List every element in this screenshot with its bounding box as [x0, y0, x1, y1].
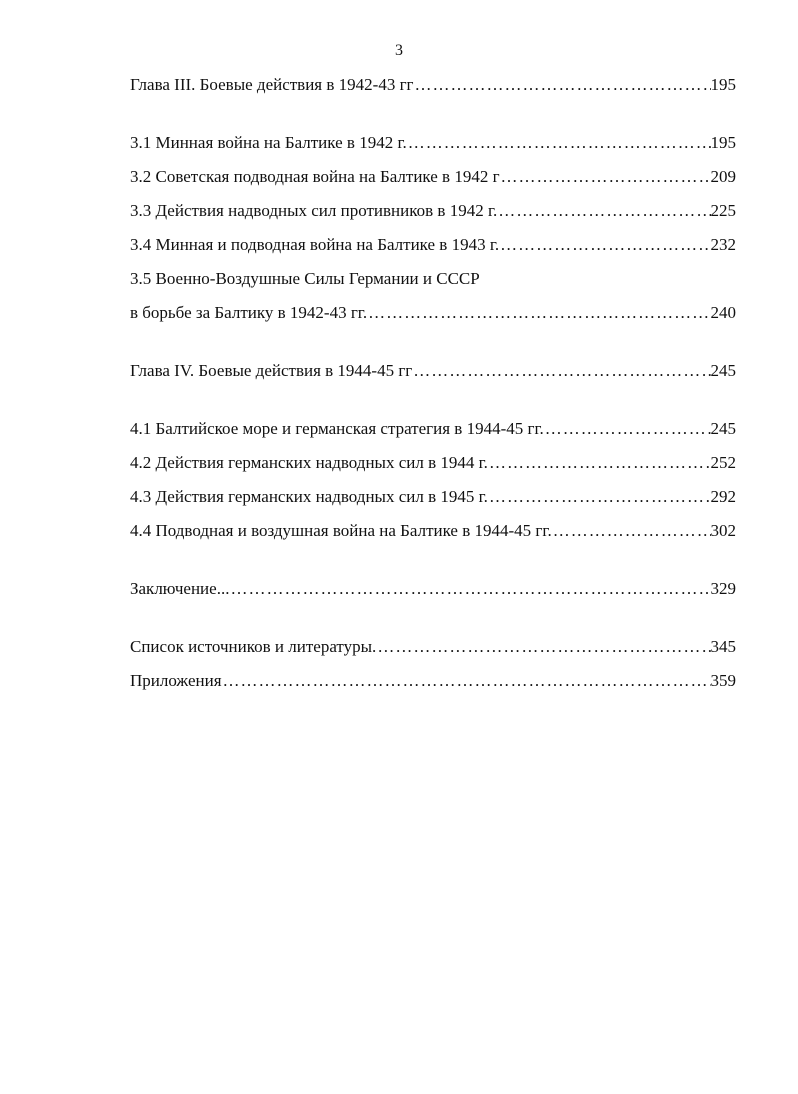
toc-entry-title: Заключение...: [130, 579, 230, 598]
dot-leader: [376, 630, 710, 664]
toc-entry-page: 240: [710, 303, 736, 322]
toc-entry-3-5-continued: [130, 296, 736, 330]
toc-entry-page: 225: [710, 201, 736, 220]
toc-entry-page: 252: [710, 453, 736, 472]
dot-leader: [222, 664, 711, 698]
toc-entry-title: 4.3 Действия германских надводных сил в 1945 г.: [130, 487, 488, 506]
toc-entry-page: 232: [710, 235, 736, 254]
toc-entry-title: 3.5 Военно-Воздушные Силы Германии и СССР: [130, 269, 480, 288]
toc-entry-title: в борьбе за Балтику в 1942-43 гг.: [130, 303, 368, 322]
toc-entry-title: Глава IV. Боевые действия в 1944-45 гг: [130, 361, 413, 380]
toc-entry-title: Глава III. Боевые действия в 1942-43 гг: [130, 75, 414, 94]
toc-entry-title: Приложения: [130, 671, 222, 690]
toc-entry-page: 359: [710, 671, 736, 690]
toc-entry-3-5: [130, 262, 736, 296]
dot-leader: [367, 296, 710, 330]
toc-entry-title: 3.3 Действия надводных сил противников в 1942 г.: [130, 201, 498, 220]
table-of-contents: [130, 68, 736, 698]
toc-entry-title: Список источников и литературы.: [130, 637, 377, 656]
toc-entry-title: 4.2 Действия германских надводных сил в 1944 г.: [130, 453, 488, 472]
toc-entry-4-2: [130, 446, 736, 480]
toc-entry-4-1: [130, 412, 736, 446]
dot-leader: [488, 446, 711, 480]
page-number: 3: [395, 42, 403, 59]
toc-entry-page: 345: [710, 637, 736, 656]
toc-entry-3-2: [130, 160, 736, 194]
toc-entry-sources: [130, 630, 736, 664]
dot-leader: [500, 160, 711, 194]
toc-entry-4-4: [130, 514, 736, 548]
toc-entry-page: 209: [710, 167, 736, 186]
toc-entry-page: 195: [710, 75, 736, 94]
toc-entry-page: 245: [710, 361, 736, 380]
dot-leader: [544, 412, 711, 446]
dot-leader: [499, 228, 710, 262]
toc-entry-page: 195: [710, 133, 736, 152]
dot-leader: [229, 572, 710, 606]
dot-leader: [414, 68, 711, 102]
toc-entry-4-3: [130, 480, 736, 514]
toc-entry-appendices: [130, 664, 736, 698]
toc-entry-title: 3.2 Советская подводная война на Балтике в 1942 г: [130, 167, 500, 186]
dot-leader: [552, 514, 711, 548]
toc-entry-page: 329: [710, 579, 736, 598]
toc-entry-title: 4.1 Балтийское море и германская стратегия в 1944-45 гг.: [130, 419, 544, 438]
toc-entry-page: 292: [710, 487, 736, 506]
toc-entry-3-4: [130, 228, 736, 262]
dot-leader: [407, 126, 711, 160]
toc-entry-page: 302: [710, 521, 736, 540]
toc-entry-3-3: [130, 194, 736, 228]
toc-entry-title: 3.4 Минная и подводная война на Балтике в 1943 г.: [130, 235, 500, 254]
toc-entry-page: 245: [710, 419, 736, 438]
toc-entry-chapter-4: [130, 354, 736, 388]
toc-entry-chapter-3: [130, 68, 736, 102]
toc-entry-title: 4.4 Подводная и воздушная война на Балтике в 1944-45 гг.: [130, 521, 552, 540]
dot-leader: [488, 480, 711, 514]
toc-entry-conclusion: [130, 572, 736, 606]
dot-leader: [497, 194, 710, 228]
toc-entry-3-1: [130, 126, 736, 160]
dot-leader: [412, 354, 710, 388]
toc-entry-title: 3.1 Минная война на Балтике в 1942 г.: [130, 133, 407, 152]
